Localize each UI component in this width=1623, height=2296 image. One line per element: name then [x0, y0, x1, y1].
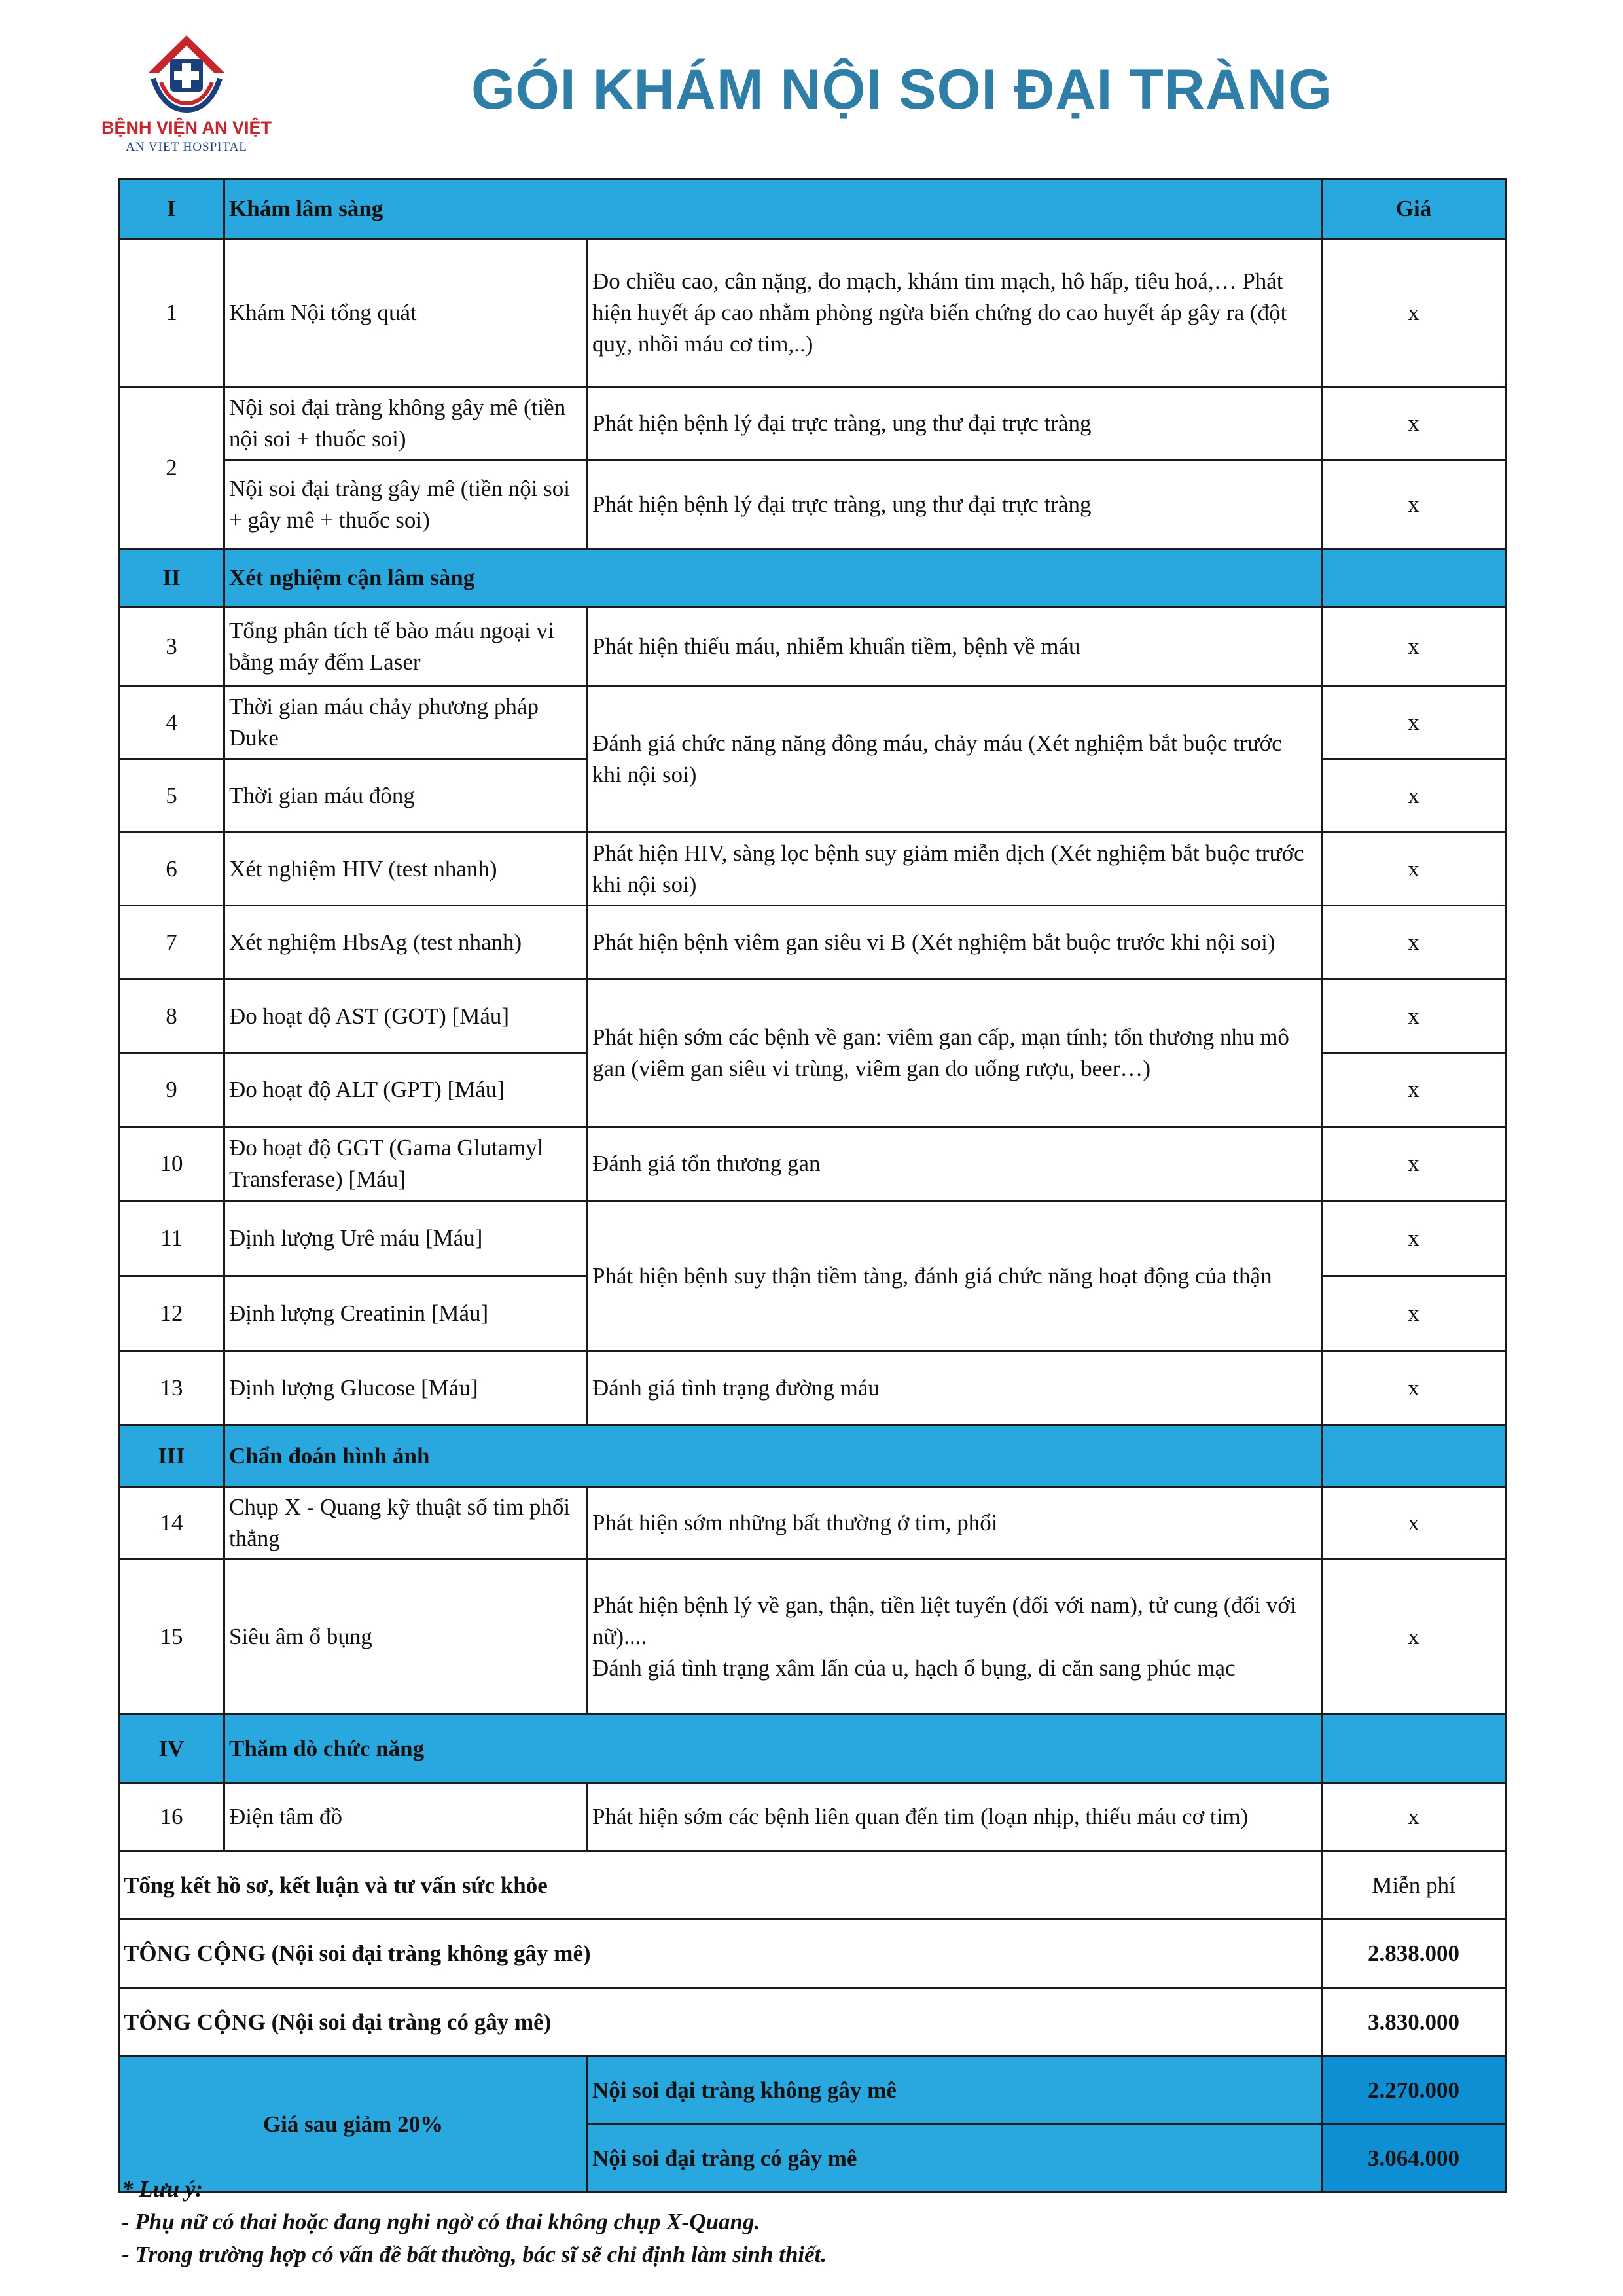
- service-price: x: [1322, 833, 1506, 906]
- section-label: Chẩn đoán hình ảnh: [224, 1426, 1322, 1487]
- table-row: [119, 1783, 1506, 1852]
- table-row: [119, 686, 1506, 759]
- service-price: x: [1322, 1560, 1506, 1715]
- price-column-header: Giá: [1322, 179, 1506, 239]
- total-price: 3.830.000: [1322, 1988, 1506, 2056]
- service-name: Thời gian máu chảy phương pháp Duke: [224, 686, 588, 759]
- row-number: 10: [119, 1127, 224, 1201]
- service-price: x: [1322, 980, 1506, 1053]
- description-line: Đánh giá tình trạng xâm lấn của u, hạch ổ bụng, di căn sang phúc mạc: [592, 1655, 1236, 1681]
- service-name: Định lượng Creatinin [Máu]: [224, 1276, 588, 1352]
- service-name: Định lượng Urê máu [Máu]: [224, 1201, 588, 1276]
- table-row: [119, 607, 1506, 686]
- discount-row: [119, 2056, 1506, 2125]
- table-row: [119, 460, 1506, 549]
- logo-name: BỆNH VIỆN AN VIỆT: [101, 118, 272, 137]
- row-number: 2: [119, 387, 224, 549]
- section-number: I: [119, 179, 224, 239]
- section-label: Khám lâm sàng: [224, 179, 1322, 239]
- discount-item-label: Nội soi đại tràng có gây mê: [588, 2125, 1322, 2193]
- service-name: Tổng phân tích tế bào máu ngoại vi bằng máy đếm Laser: [224, 607, 588, 686]
- service-name: Nội soi đại tràng không gây mê (tiền nội soi + thuốc soi): [224, 387, 588, 460]
- table-row: [119, 1127, 1506, 1201]
- notes-block: [122, 2173, 827, 2271]
- row-number: 11: [119, 1201, 224, 1276]
- section-price-cell: [1322, 1426, 1506, 1487]
- total-label: TÔNG CỘNG (Nội soi đại tràng có gây mê): [119, 1988, 1322, 2056]
- service-price: x: [1322, 1352, 1506, 1426]
- section-number: IV: [119, 1715, 224, 1783]
- total-price: 2.838.000: [1322, 1920, 1506, 1988]
- row-number: 8: [119, 980, 224, 1053]
- service-price: x: [1322, 759, 1506, 833]
- service-name: Xét nghiệm HIV (test nhanh): [224, 833, 588, 906]
- service-name: Nội soi đại tràng gây mê (tiền nội soi + gây mê + thuốc soi): [224, 460, 588, 549]
- note-item: - Phụ nữ có thai hoặc đang nghi ngờ có thai không chụp X-Quang.: [122, 2209, 760, 2234]
- discount-label: Giá sau giảm 20%: [119, 2056, 588, 2193]
- service-name: Thời gian máu đông: [224, 759, 588, 833]
- service-description: Phát hiện sớm các bệnh liên quan đến tim (loạn nhịp, thiếu máu cơ tim): [588, 1783, 1322, 1852]
- table-row: [119, 239, 1506, 387]
- service-description: Phát hiện thiếu máu, nhiễm khuẩn tiềm, bệnh về máu: [588, 607, 1322, 686]
- section-label: Thăm dò chức năng: [224, 1715, 1322, 1783]
- table-row: [119, 980, 1506, 1053]
- service-description: Đánh giá tình trạng đường máu: [588, 1352, 1322, 1426]
- service-description: Phát hiện bệnh viêm gan siêu vi B (Xét nghiệm bắt buộc trước khi nội soi): [588, 906, 1322, 980]
- row-number: 3: [119, 607, 224, 686]
- section-header-3: [119, 1426, 1506, 1487]
- price-table: [118, 178, 1507, 2193]
- service-description: Phát hiện sớm những bất thường ở tim, phổi: [588, 1487, 1322, 1560]
- service-price: x: [1322, 1276, 1506, 1352]
- service-price: x: [1322, 1127, 1506, 1201]
- row-number: 13: [119, 1352, 224, 1426]
- table-row: [119, 1201, 1506, 1276]
- service-name: Định lượng Glucose [Máu]: [224, 1352, 588, 1426]
- service-description: Đánh giá chức năng năng đông máu, chảy máu (Xét nghiệm bắt buộc trước khi nội soi): [588, 686, 1322, 833]
- hospital-logo: [98, 33, 281, 157]
- service-name: Xét nghiệm HbsAg (test nhanh): [224, 906, 588, 980]
- section-number: II: [119, 549, 224, 607]
- row-number: 16: [119, 1783, 224, 1852]
- service-name: Điện tâm đồ: [224, 1783, 588, 1852]
- service-name: Đo hoạt độ GGT (Gama Glutamyl Transferase) [Máu]: [224, 1127, 588, 1201]
- service-price: x: [1322, 1201, 1506, 1276]
- section-price-cell: [1322, 1715, 1506, 1783]
- table-row: [119, 1487, 1506, 1560]
- table-row: [119, 387, 1506, 460]
- note-item: - Trong trường hợp có vấn đề bất thường, bác sĩ sẽ chỉ định làm sinh thiết.: [122, 2242, 827, 2267]
- service-price: x: [1322, 906, 1506, 980]
- discount-item-label: Nội soi đại tràng không gây mê: [588, 2056, 1322, 2125]
- discount-price: 2.270.000: [1322, 2056, 1506, 2125]
- consultation-price: Miễn phí: [1322, 1852, 1506, 1920]
- discount-price: 3.064.000: [1322, 2125, 1506, 2193]
- service-name: Đo hoạt độ AST (GOT) [Máu]: [224, 980, 588, 1053]
- section-number: III: [119, 1426, 224, 1487]
- service-description: Phát hiện sớm các bệnh về gan: viêm gan cấp, mạn tính; tổn thương nhu mô gan (viêm gan siêu vi trùng, viêm gan do uống rượu, beer…): [588, 980, 1322, 1127]
- row-number: 4: [119, 686, 224, 759]
- total-row: [119, 1988, 1506, 2056]
- service-price: x: [1322, 1783, 1506, 1852]
- service-name: Khám Nội tổng quát: [224, 239, 588, 387]
- service-description: Phát hiện bệnh lý đại trực tràng, ung thư đại trực tràng: [588, 387, 1322, 460]
- total-row: [119, 1920, 1506, 1988]
- service-name: Đo hoạt độ ALT (GPT) [Máu]: [224, 1053, 588, 1127]
- service-price: x: [1322, 686, 1506, 759]
- service-description: Đánh giá tổn thương gan: [588, 1127, 1322, 1201]
- table-row: [119, 833, 1506, 906]
- service-price: x: [1322, 239, 1506, 387]
- service-description: Phát hiện bệnh suy thận tiềm tàng, đánh giá chức năng hoạt động của thận: [588, 1201, 1322, 1352]
- service-price: x: [1322, 1487, 1506, 1560]
- service-price: x: [1322, 607, 1506, 686]
- section-price-cell: [1322, 549, 1506, 607]
- row-number: 7: [119, 906, 224, 980]
- row-number: 6: [119, 833, 224, 906]
- description-line: Phát hiện bệnh lý về gan, thận, tiền liệt tuyến (đối với nam), tử cung (đối với nữ)....: [592, 1592, 1296, 1649]
- section-header-4: [119, 1715, 1506, 1783]
- service-price: x: [1322, 387, 1506, 460]
- service-description: Đo chiều cao, cân nặng, đo mạch, khám tim mạch, hô hấp, tiêu hoá,… Phát hiện huyết áp cao nhằm phòng ngừa biến chứng do cao huyết áp gây ra (đột quỵ, nhồi máu cơ tim,..): [588, 239, 1322, 387]
- notes-heading: * Lưu ý:: [122, 2176, 204, 2202]
- service-price: x: [1322, 1053, 1506, 1127]
- row-number: 15: [119, 1560, 224, 1715]
- table-row: [119, 906, 1506, 980]
- row-number: 1: [119, 239, 224, 387]
- service-description: [588, 1560, 1322, 1715]
- total-label: TÔNG CỘNG (Nội soi đại tràng không gây mê): [119, 1920, 1322, 1988]
- service-name: Siêu âm ổ bụng: [224, 1560, 588, 1715]
- section-label: Xét nghiệm cận lâm sàng: [224, 549, 1322, 607]
- section-header-1: [119, 179, 1506, 239]
- hospital-emblem-icon: [144, 33, 229, 115]
- section-header-2: [119, 549, 1506, 607]
- page-title: GÓI KHÁM NỘI SOI ĐẠI TRÀNG: [471, 58, 1332, 121]
- service-name: Chụp X - Quang kỹ thuật số tim phổi thẳng: [224, 1487, 588, 1560]
- service-description: Phát hiện HIV, sàng lọc bệnh suy giảm miễn dịch (Xét nghiệm bắt buộc trước khi nội soi): [588, 833, 1322, 906]
- consultation-label: Tổng kết hồ sơ, kết luận và tư vấn sức khỏe: [119, 1852, 1322, 1920]
- service-price: x: [1322, 460, 1506, 549]
- table-row: [119, 1560, 1506, 1715]
- logo-subtitle: AN VIET HOSPITAL: [126, 140, 247, 154]
- row-number: 9: [119, 1053, 224, 1127]
- row-number: 14: [119, 1487, 224, 1560]
- table-row: [119, 1352, 1506, 1426]
- row-number: 12: [119, 1276, 224, 1352]
- consultation-row: [119, 1852, 1506, 1920]
- service-description: Phát hiện bệnh lý đại trực tràng, ung thư đại trực tràng: [588, 460, 1322, 549]
- row-number: 5: [119, 759, 224, 833]
